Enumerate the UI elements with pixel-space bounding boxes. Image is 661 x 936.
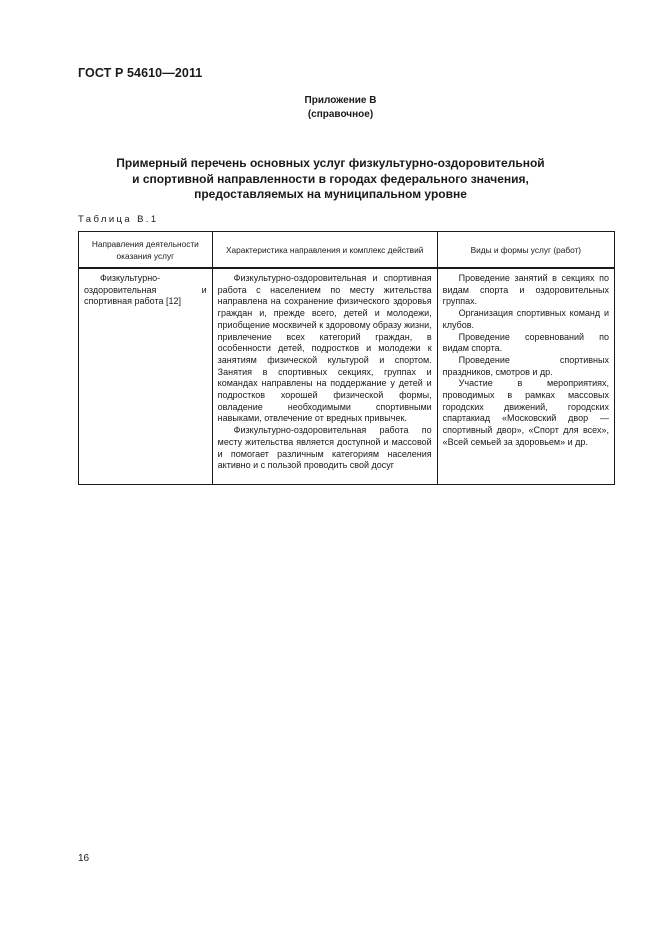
service-item: Проведение спортивных праздников, смотров и др. bbox=[442, 354, 609, 377]
service-item: Участие в мероприятиях, проводимых в рамках массовых городских движений, городских спартакиад «Московский двор — спортивный двор», «Спорт для всех», «Всей семьей за здоровьем» и др. bbox=[442, 378, 609, 447]
cell-services bbox=[437, 268, 614, 484]
document-code: ГОСТ Р 54610—2011 bbox=[78, 66, 203, 80]
column-header-services: Виды и формы услуг (работ) bbox=[437, 232, 614, 269]
annex-type: (справочное) bbox=[307, 109, 374, 120]
services-table bbox=[78, 231, 615, 485]
annex-label: Приложение В bbox=[304, 95, 377, 106]
column-header-direction: Направления деятельности оказания услуг bbox=[79, 232, 213, 269]
service-item: Проведение занятий в секциях по видам спорта и оздоровительных группах. bbox=[442, 273, 609, 307]
cell-direction bbox=[79, 268, 213, 484]
table-row bbox=[79, 268, 615, 484]
title-line-3: предоставляемых на муниципальном уровне bbox=[194, 187, 467, 201]
characteristics-paragraph: Физкультурно-оздоровительная и спортивная работа с населением по месту жительства направлена на сохранение физического здоровья граждан и, прежде всего, детей и молодежи, приобщение москвичей к здоровому образу жизни, привлечение всех категорий граждан, в особенности детей, подростков и молодежи к занятиям физической культурой и спортом. Занятия в спортивных секциях, группах и командах направлены на поддержание у детей и подростков хорошей физической формы, овладение необходимыми спортивными навыками, отвлечение от вредных привычек. bbox=[217, 273, 432, 424]
direction-text: Физкультурно-оздоровительная и спортивная работа [12] bbox=[84, 273, 207, 307]
characteristics-paragraph: Физкультурно-оздоровительная работа по месту жительства является доступной и массовой и помогает различным категориям населения активно и с пользой проводить свой досуг bbox=[217, 425, 432, 471]
title-line-1: Примерный перечень основных услуг физкультурно-оздоровительной bbox=[116, 156, 545, 170]
table-label: Таблица В.1 bbox=[78, 214, 159, 225]
page-number: 16 bbox=[78, 853, 90, 864]
document-title bbox=[0, 156, 661, 203]
service-item: Проведение соревнований по видам спорта. bbox=[442, 331, 609, 354]
title-line-2: и спортивной направленности в городах федерального значения, bbox=[132, 171, 529, 186]
annex-heading bbox=[0, 94, 661, 122]
table-header-row bbox=[79, 232, 615, 269]
service-item: Организация спортивных команд и клубов. bbox=[442, 308, 609, 330]
column-header-characteristics: Характеристика направления и комплекс действий bbox=[212, 232, 437, 269]
cell-characteristics bbox=[212, 268, 437, 484]
